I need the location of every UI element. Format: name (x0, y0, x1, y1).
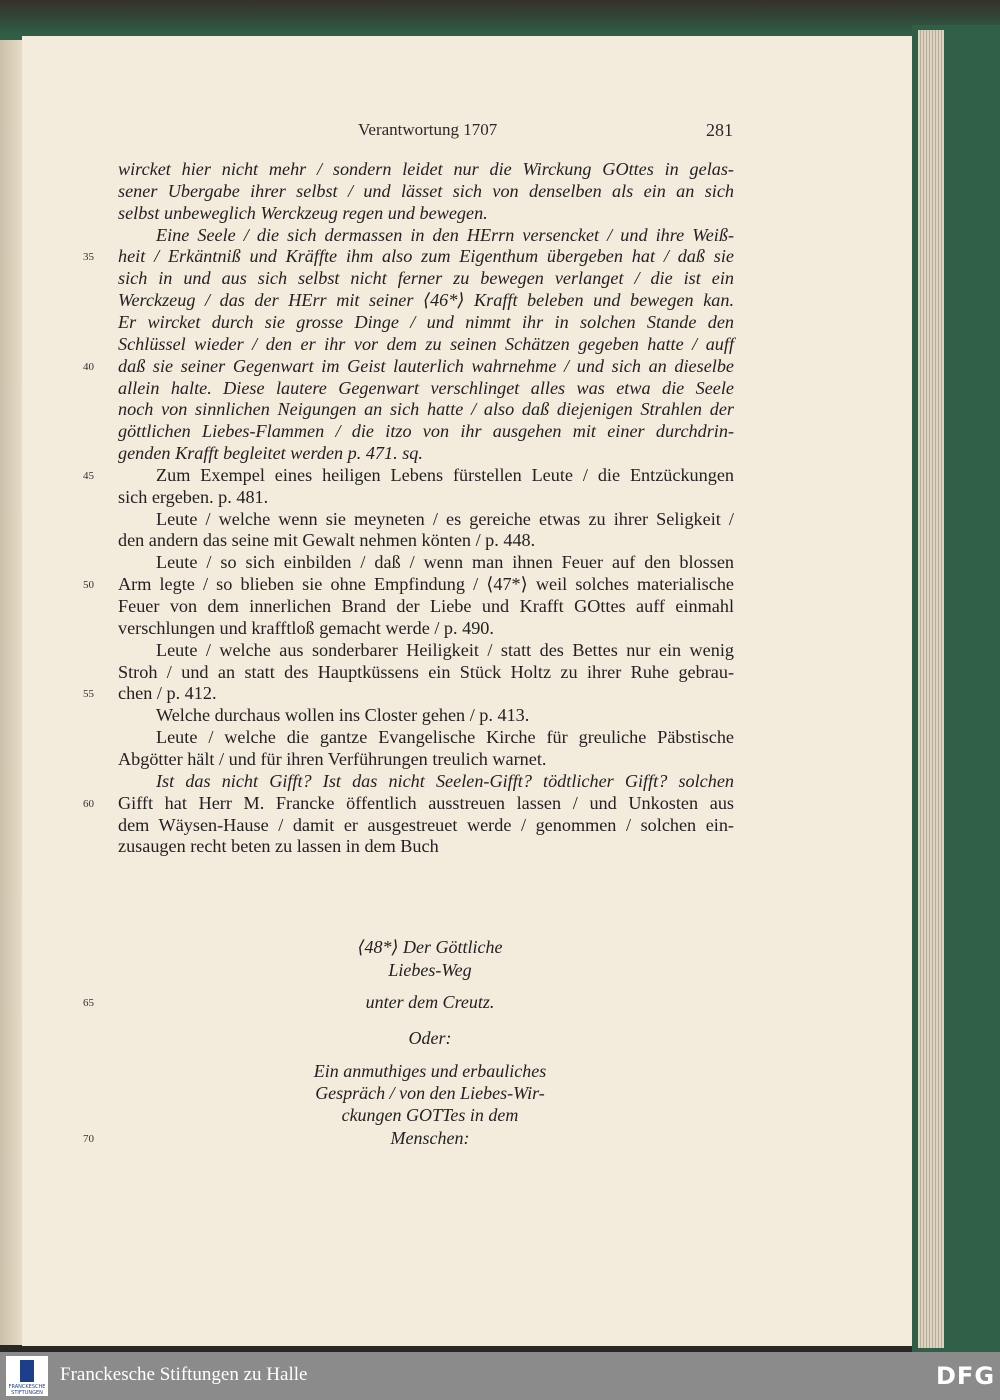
text-line: sener Ubergabe ihrer selbst / und lässet sich von denselben als ein an sich (118, 180, 734, 201)
text-line: wircket hier nicht mehr / sondern leidet nur die Wirckung GOttes in gelas- (118, 159, 734, 179)
text-line: Leute / welche die gantze Evangelische Kirche für greuliche Päbstische (156, 727, 734, 748)
text-line: Feuer von dem innerlichen Brand der Liebe und Krafft GOttes auff einmahl (118, 596, 734, 616)
text-line: selbst unbeweglich Werckzeug regen und bewegen. (118, 202, 488, 223)
text-line: Werckzeug / das der HErr mit seiner ⟨46*⟩ Krafft beleben und bewegen kan. (118, 290, 734, 311)
line-number: 45 (83, 469, 94, 482)
text-line: Leute / so sich einbilden / daß / wenn man ihnen Feuer auf den blossen (156, 552, 734, 573)
logo-mark-icon (20, 1360, 34, 1382)
text-line: göttlichen Liebes-Flammen / die itzo von ihr ausgehen mit einer durchdrin- (118, 421, 734, 442)
text-line: verschlungen und krafftloß gemacht werde / p. 490. (118, 617, 494, 638)
line-number: 65 (83, 997, 94, 1009)
text-line: noch von sinnlichen Neigungen an sich hatte / also daß diejenigen Strahlen der (118, 399, 734, 420)
text-line: Gifft hat Herr M. Francke öffentlich ausstreuen lassen / und Unkosten aus (118, 792, 734, 813)
title-line: Liebes-Weg (388, 960, 472, 980)
text-line: Leute / welche wenn sie meyneten / es gereiche etwas zu ihrer Seligkeit / (156, 508, 734, 529)
previous-page-strip (0, 40, 22, 1345)
logo-text: FRANCKESCHE STIFTUNGEN (8, 1384, 46, 1396)
line-number: 60 (83, 797, 94, 810)
text-line: Stroh / und an statt des Hauptküssens ein Stück Holtz zu ihrer Ruhe gebrau- (118, 661, 734, 682)
title-line: unter dem Creutz. (365, 992, 495, 1012)
text-line: sich in und aus sich selbst nicht ferner zu bewegen verlanget / die ist ein (118, 268, 734, 289)
text-line: heit / Erkäntniß und Kräffte ihm also zum Eigenthum übergeben hat / daß sie (118, 246, 734, 267)
institution-name: Franckesche Stiftungen zu Halle (60, 1364, 308, 1385)
title-line: Menschen: (390, 1128, 470, 1148)
book-cover-top (0, 0, 1000, 40)
page-edges (918, 30, 944, 1348)
text-line: dem Wäysen-Hause / damit er ausgestreuet werde / genommen / solchen ein- (118, 814, 734, 835)
text-line: genden Krafft begleitet werden p. 471. sq. (118, 443, 423, 464)
dfg-logo: DFG (936, 1362, 996, 1390)
title-line: ckungen GOTTes in dem (341, 1105, 519, 1125)
text-line: allein halte. Diese lautere Gegenwart verschlinget alles was etwa die Seele (118, 377, 734, 398)
text-line: chen / p. 412. (118, 683, 217, 704)
text-line: Zum Exempel eines heiligen Lebens fürstellen Leute / die Entzückungen (156, 464, 734, 485)
text-line: Arm legte / so blieben sie ohne Empfindung / ⟨47*⟩ weil solches materialische (118, 574, 734, 595)
text-line: zusaugen recht beten zu lassen in dem Buch (118, 836, 439, 857)
text-line: sich ergeben. p. 481. (118, 486, 269, 507)
text-line: Welche durchaus wollen ins Closter gehen / p. 413. (156, 705, 530, 726)
page-number: 281 (706, 120, 733, 140)
line-number: 35 (83, 251, 94, 264)
title-line: ⟨48*⟩ Der Göttliche (357, 937, 503, 957)
text-line: daß sie seiner Gegenwart im Geist lauterlich wahrnehme / und sich an dieselbe (118, 355, 734, 376)
text-line: Eine Seele / die sich dermassen in den HErrn versencket / und ihre Weiß- (156, 224, 734, 245)
text-line: den andern das seine mit Gewalt nehmen könten / p. 448. (118, 530, 536, 551)
line-number: 50 (83, 579, 94, 592)
title-line: Gespräch / von den Liebes-Wir- (315, 1083, 545, 1103)
text-line: Er wircket durch sie grosse Dinge / und nimmt ihr in solchen Stande den (118, 311, 734, 332)
line-number: 40 (83, 360, 94, 373)
running-title: Verantwortung 1707 (358, 120, 498, 139)
title-line: Ein anmuthiges und erbauliches (313, 1061, 547, 1081)
line-number: 55 (83, 688, 94, 701)
text-line: Ist das nicht Gifft? Ist das nicht Seelen-Gifft? tödtlicher Gifft? solchen (156, 770, 734, 791)
line-number: 70 (83, 1133, 94, 1145)
footer-bar (0, 1352, 1000, 1400)
institution-logo (6, 1356, 48, 1396)
text-line: Schlüssel wieder / den er ihr vor dem zu seinen Schätzen gegeben hatte / auff (118, 333, 734, 354)
text-line: Abgötter hält / und für ihren Verführungen treulich warnet. (118, 748, 547, 769)
title-line: Oder: (408, 1028, 452, 1048)
text-line: Leute / welche aus sonderbarer Heiligkeit / statt des Bettes nur ein wenig (156, 639, 734, 660)
